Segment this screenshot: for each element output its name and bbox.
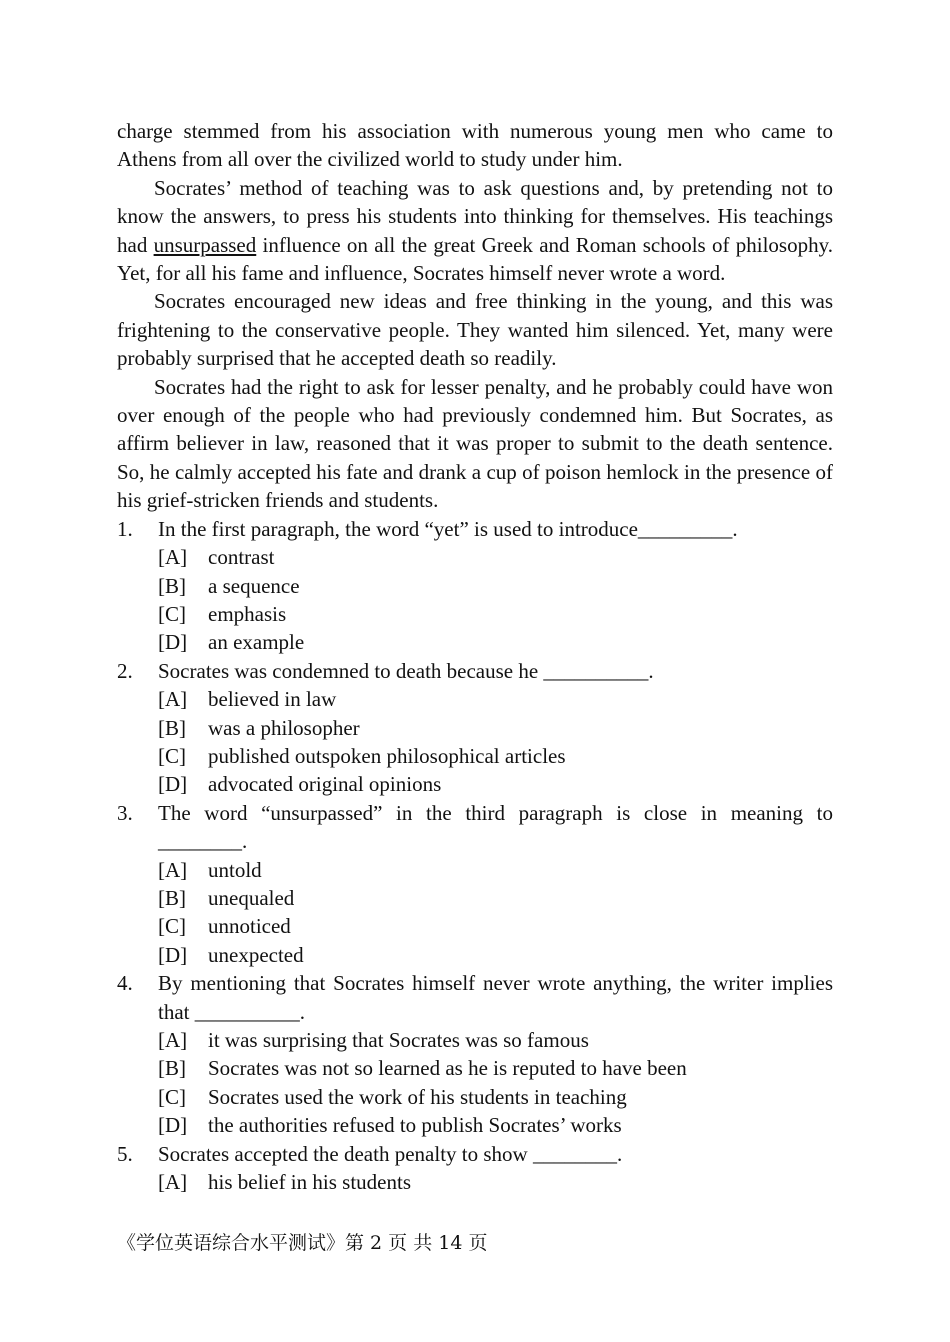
option-3d	[117, 941, 833, 969]
option-text: Socrates used the work of his students in teaching	[208, 1084, 627, 1109]
option-key: [C]	[158, 601, 186, 626]
option-text: a sequence	[208, 573, 300, 598]
option-text: advocated original opinions	[208, 772, 442, 797]
option-4b	[117, 1054, 833, 1082]
question-number: 3.	[117, 800, 133, 825]
document-page	[117, 117, 833, 1196]
option-key: [B]	[158, 1056, 186, 1081]
option-text: unequaled	[208, 885, 295, 910]
option-text: published outspoken philosophical articles	[208, 743, 566, 768]
option-key: [B]	[158, 573, 186, 598]
option-text: an example	[208, 630, 305, 655]
option-key: [C]	[158, 914, 186, 939]
question-number: 4.	[117, 971, 133, 996]
passage-paragraph-penalty: Socrates had the right to ask for lesser penalty, and he probably could have won over enough of the people who had previously condemned him. But Socrates, as affirm believer in law, reasoned that it was proper to submit to the death sentence. So, he calmly accepted his fate and drank a cup of poison hemlock in the presence of his grief-stricken friends and students.	[117, 374, 833, 513]
option-4a	[117, 1026, 833, 1054]
page-footer: 《学位英语综合水平测试》第 2 页 共 14 页	[117, 1232, 488, 1254]
option-2d	[117, 770, 833, 798]
option-key: [A]	[158, 687, 188, 712]
paragraph-text-end: influence on all the great Greek and Roman schools of philosophy. Yet, for all his fame and influence, Socrates himself never wrote a word.	[117, 232, 833, 286]
option-key: [C]	[158, 1084, 186, 1109]
question-number: 5.	[117, 1141, 133, 1166]
option-text: unnoticed	[208, 914, 291, 939]
option-key: [D]	[158, 942, 188, 967]
option-4d	[117, 1111, 833, 1139]
option-key: [A]	[158, 545, 188, 570]
option-text: believed in law	[208, 687, 337, 712]
option-2c	[117, 742, 833, 770]
passage-paragraph-method	[117, 174, 833, 288]
passage-paragraph-new-ideas: Socrates encouraged new ideas and free thinking in the young, and this was frightening to the conservative people. They wanted him silenced. Yet, many were probably surprised that he accepted death so readily.	[117, 289, 833, 371]
question-number: 1.	[117, 516, 133, 541]
option-key: [A]	[158, 857, 188, 882]
option-5a	[117, 1168, 833, 1196]
option-key: [A]	[158, 1028, 188, 1052]
option-1a	[117, 543, 833, 571]
paragraph-text-start: Socrates’ method of teaching was to ask questions and, by pretending not to know the answers, to press his students into thinking for themselves. His teachings had	[117, 175, 833, 257]
passage-paragraph-continued: charge stemmed from his association with numerous young men who came to Athens from all over the civilized world to study under him.	[117, 119, 833, 172]
option-3b	[117, 884, 833, 912]
option-text: untold	[208, 857, 262, 882]
option-key: [B]	[158, 885, 186, 910]
option-text: the authorities refused to publish Socrates’ works	[208, 1113, 622, 1138]
question-2	[117, 657, 833, 685]
option-key: [D]	[158, 1113, 188, 1138]
question-stem: The word “unsurpassed” in the third paragraph is close in meaning to ________.	[158, 800, 833, 854]
question-1	[117, 515, 833, 543]
option-text: Socrates was not so learned as he is reputed to have been	[208, 1056, 687, 1081]
option-3c	[117, 912, 833, 940]
option-text: was a philosopher	[208, 715, 360, 740]
option-1d	[117, 628, 833, 656]
option-key: [D]	[158, 630, 188, 655]
question-number: 2.	[117, 658, 133, 683]
option-2a	[117, 685, 833, 713]
option-3a	[117, 856, 833, 884]
option-text: it was surprising that Socrates was so famous	[208, 1028, 589, 1052]
question-3	[117, 799, 833, 856]
underlined-word: unsurpassed	[153, 232, 257, 257]
option-key: [A]	[158, 1170, 188, 1195]
option-key: [B]	[158, 715, 186, 740]
option-text: emphasis	[208, 601, 287, 626]
option-text: his belief in his students	[208, 1170, 411, 1195]
question-stem: In the first paragraph, the word “yet” is used to introduce_________.	[158, 516, 738, 541]
option-2b	[117, 714, 833, 742]
option-text: contrast	[208, 545, 275, 570]
question-stem: Socrates was condemned to death because he __________.	[158, 658, 654, 683]
option-text: unexpected	[208, 942, 304, 967]
question-4	[117, 969, 833, 1026]
option-key: [C]	[158, 743, 186, 768]
question-stem: Socrates accepted the death penalty to show ________.	[158, 1141, 623, 1166]
question-stem: By mentioning that Socrates himself never wrote anything, the writer implies that __________.	[158, 971, 833, 1024]
option-1c	[117, 600, 833, 628]
option-4c	[117, 1083, 833, 1111]
question-5	[117, 1140, 833, 1168]
option-1b	[117, 572, 833, 600]
option-key: [D]	[158, 772, 188, 797]
